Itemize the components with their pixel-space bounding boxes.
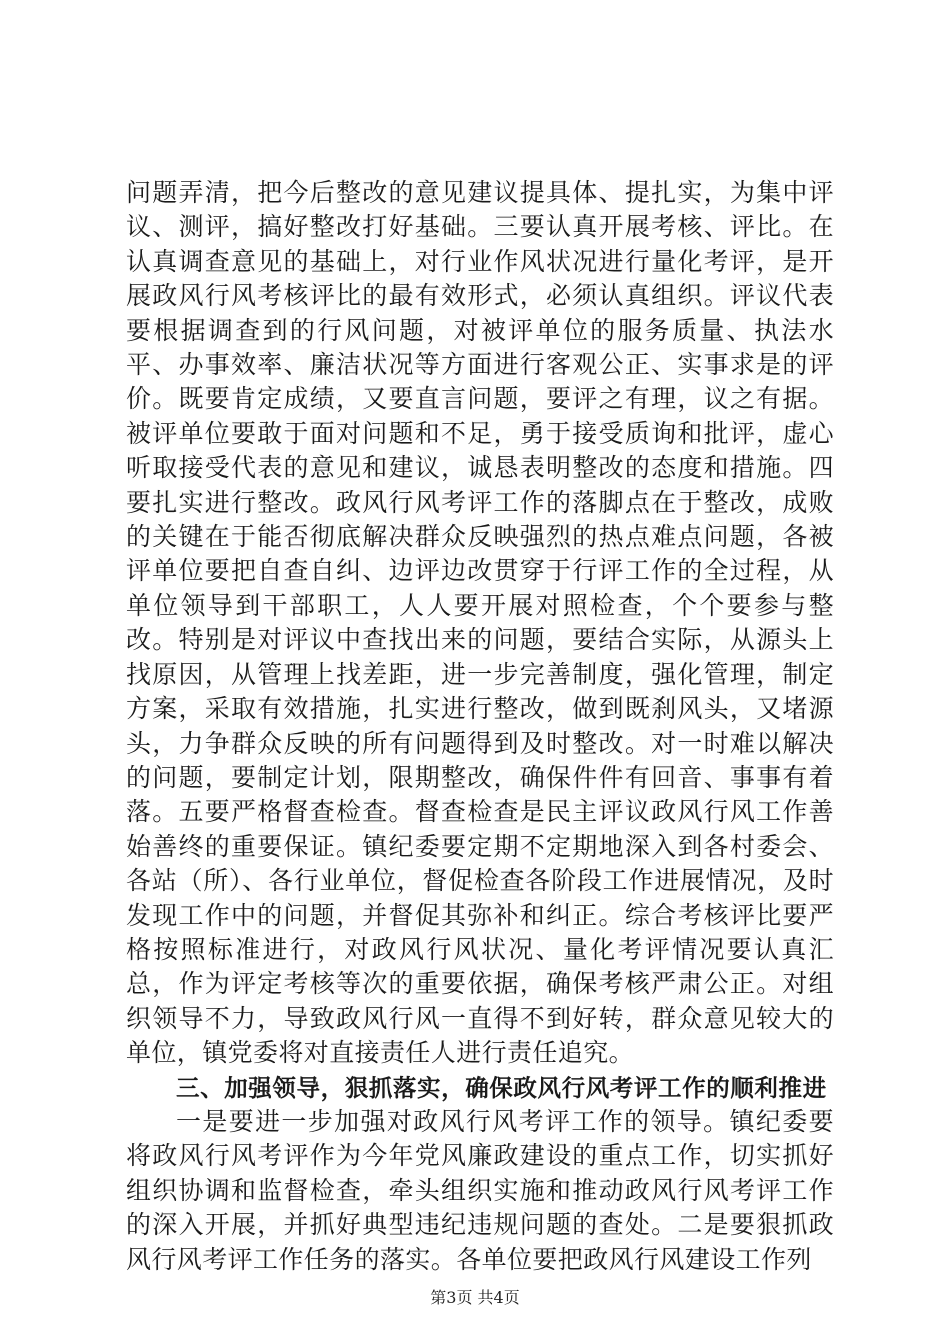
paragraph-continued: 问题弄清，把今后整改的意见建议提具体、提扎实，为集中评议、测评，搞好整改打好基础。三要认真开展考核、评比。在认真调查意见的基础上，对行业作风状况进行量化考评，是开展政风行风考核评比的最有效形式，必须认真组织。评议代表要根据调查到的行风问题，对被评单位的服务质量、执法水平、办事效率、廉洁状况等方面进行客观公正、实事求是的评价。既要肯定成绩，又要直言问题，要评之有理，议之有据。被评单位要敢于面对问题和不足，勇于接受质询和批评，虚心听取接受代表的意见和建议，诚恳表明整改的态度和措施。四要扎实进行整改。政风行风考评工作的落脚点在于整改，成败的关键在于能否彻底解决群众反映强烈的热点难点问题，各被评单位要把自查自纠、边评边改贯穿于行评工作的全过程，从单位领导到干部职工，人人要开展对照检查，个个要参与整改。特别是对评议中查找出来的问题，要结合实际，从源头上找原因，从管理上找差距，进一步完善制度，强化管理，制定方案，采取有效措施，扎实进行整改，做到既刹风头，又堵源头，力争群众反映的所有问题得到及时整改。对一时难以解决的问题，要制定计划，限期整改，确保件件有回音、事事有着落。五要严格督查检查。督查检查是民主评议政风行风工作善始善终的重要保证。镇纪委要定期不定期地深入到各村委会、各站（所）、各行业单位，督促检查各阶段工作进展情况，及时发现工作中的问题，并督促其弥补和纠正。综合考核评比要严格按照标准进行，对政风行风状况、量化考评情况要认真汇总，作为评定考核等次的重要依据，确保考核严肃公正。对组织领导不力，导致政风行风一直得不到好转，群众意见较大的单位，镇党委将对直接责任人进行责任追究。 — [126, 178, 834, 1068]
page-footer — [0, 1288, 950, 1308]
paragraph-next: 一是要进一步加强对政风行风考评工作的领导。镇纪委要将政风行风考评作为今年党风廉政建设的重点工作，切实抓好组织协调和监督检查，牵头组织实施和推动政风行风考评工作的深入开展，并抓好典型违纪违规问题的查处。二是要狠抓政风行风考评工作任务的落实。各单位要把政风行风建设工作列 — [126, 1106, 834, 1274]
section-heading: 三、加强领导，狠抓落实，确保政风行风考评工作的顺利推进 — [176, 1073, 827, 1102]
page-number-label: 第3页 共4页 — [430, 1288, 520, 1307]
document-body — [126, 176, 834, 1277]
